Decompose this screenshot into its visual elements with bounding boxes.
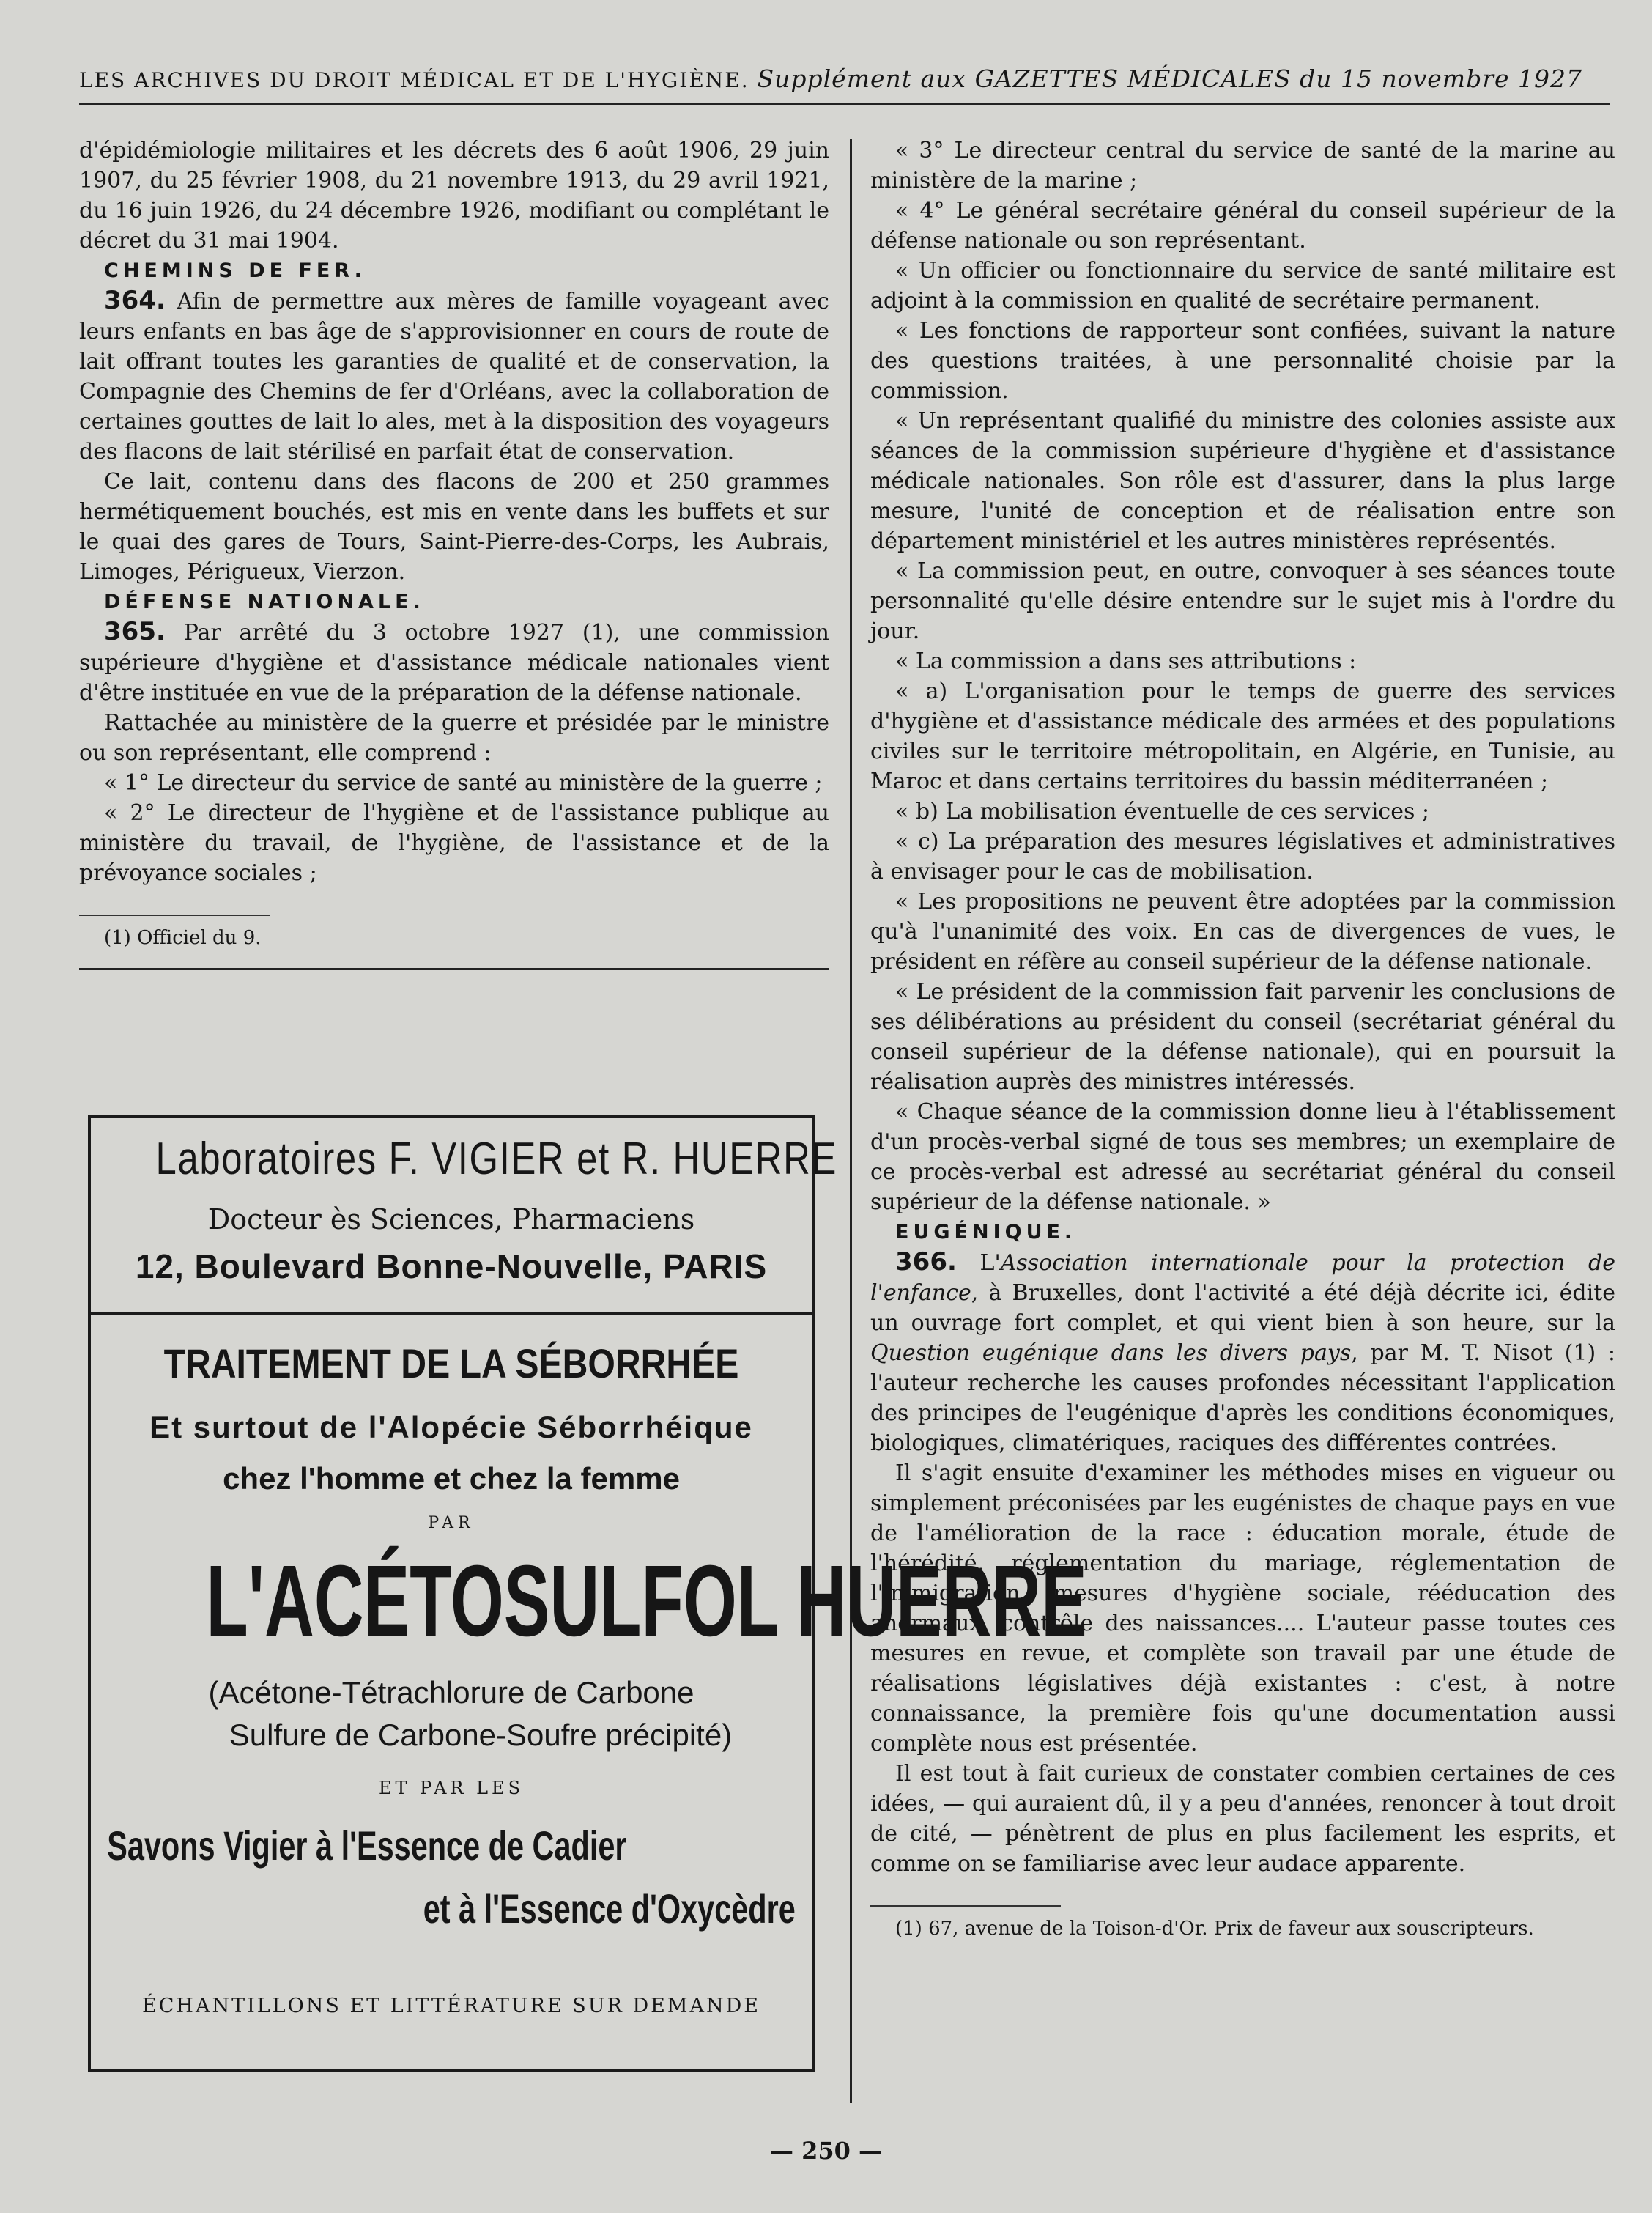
ad-soap-line: et à l'Essence d'Oxycèdre — [423, 1885, 796, 1932]
section-heading: DÉFENSE NATIONALE. — [104, 591, 425, 613]
page-number: — 250 — — [769, 2137, 883, 2165]
article-number: 365. — [104, 617, 166, 646]
italic-title: Association internationale pour la protection de l'enfance — [870, 1250, 1615, 1306]
column-end-rule — [79, 968, 829, 970]
ad-line: chez l'homme et chez la femme — [223, 1461, 680, 1496]
paragraph: « Les fonctions de rapporteur sont confiées, suivant la nature des questions traitées, à une personnalité choisie par la commission. — [870, 318, 1615, 404]
article-text: L' — [979, 1250, 1001, 1276]
article-number: 364. — [104, 286, 166, 315]
ad-subtitle: Docteur ès Sciences, Pharmaciens — [207, 1203, 695, 1235]
article-number: 366. — [895, 1247, 957, 1277]
ad-samples-line: ÉCHANTILLONS ET LITTÉRATURE SUR DEMANDE — [142, 1995, 760, 2017]
ad-laboratory-name: Laboratoires F. VIGIER et R. HUERRE — [155, 1134, 838, 1184]
paragraph: « 2° Le directeur de l'hygiène et de l'assistance publique au ministère du travail, de l'hygiène, de l'assistance et de la prévoyance sociales ; — [79, 800, 829, 886]
paragraph: « Le président de la commission fait parvenir les conclusions de ses délibérations au président du conseil (secrétariat général du conseil supérieur de la défense nationale), qui en poursuit la réalisation auprès des ministres intéressés. — [870, 979, 1615, 1095]
article-366 — [870, 1247, 1615, 1458]
article-text: , à Bruxelles, dont l'activité a été déjà décrite ici, édite un ouvrage fort complet, et qui vient bien à son heure, sur la — [870, 1280, 1615, 1336]
ad-headline: TRAITEMENT DE LA SÉBORRHÉE — [163, 1340, 739, 1386]
paragraph: « Chaque séance de la commission donne lieu à l'établissement d'un procès-verbal signé de tous ses membres; un exemplaire de ce procès-verbal est adressé au secrétariat général du conseil supérieur de la défense nationale. » — [870, 1099, 1615, 1215]
article-text: , par M. T. Nisot (1) : l'auteur recherche les causes profondes nécessitant l'application des principes de l'eugénique d'après les conditions économiques, biologiques, climatériques, raciques des différentes contrées. — [870, 1340, 1615, 1456]
footnote: (1) 67, avenue de la Toison-d'Or. Prix de faveur aux souscripteurs. — [895, 1918, 1534, 1940]
left-column — [79, 136, 829, 970]
paragraph: « 3° Le directeur central du service de santé de la marine au ministère de la marine ; — [870, 138, 1615, 193]
ad-address: 12, Boulevard Bonne-Nouvelle, PARIS — [135, 1247, 768, 1285]
footnote-rule — [870, 1905, 1061, 1907]
footnote-rule — [79, 915, 270, 916]
ad-composition: Sulfure de Carbone-Soufre précipité) — [229, 1718, 733, 1752]
ad-product-name: L'ACÉTOSULFOL HUERRE — [206, 1545, 1087, 1658]
paragraph: « Un officier ou fonctionnaire du service de santé militaire est adjoint à la commission en qualité de secrétaire permanent. — [870, 258, 1615, 314]
paragraph: « La commission a dans ses attributions : — [895, 649, 1357, 674]
article-365 — [79, 617, 829, 708]
paragraph: « 4° Le général secrétaire général du conseil supérieur de la défense nationale ou son représentant. — [870, 198, 1615, 254]
paragraph: Rattachée au ministère de la guerre et présidée par le ministre ou son représentant, elle comprend : — [79, 710, 829, 766]
column-divider — [850, 139, 852, 2103]
paragraph: « a) L'organisation pour le temps de guerre des services d'hygiène et d'assistance médicale des armées et des populations civiles sur le territoire métropolitain, en Algérie, en Tunisie, au Maroc et dans certains territoires du bassin méditerranéen ; — [870, 679, 1615, 794]
article-364 — [79, 286, 829, 467]
paragraph: Ce lait, contenu dans des flacons de 200 et 250 grammes hermétiquement bouchés, est mis en vente dans les buffets et sur le quai des gares de Tours, Saint-Pierre-des-Corps, les Aubrais, Limoges, Périgueux, Vierzon. — [79, 469, 829, 585]
paragraph: « La commission peut, en outre, convoquer à ses séances toute personnalité qu'elle désire entendre sur le sujet mis à l'ordre du jour. — [870, 558, 1615, 644]
paragraph: « Un représentant qualifié du ministre des colonies assiste aux séances de la commission supérieure d'hygiène et d'assistance médicale nationales. Son rôle est d'assurer, dans la plus large mesure, l'unité de conception et de réalisation entre son département ministériel et les autres ministères représentés. — [870, 408, 1615, 554]
article-text: Afin de permettre aux mères de famille voyageant avec leurs enfants en bas âge de s'approvisionner en cours de route de lait offrant toutes les garanties de qualité et de conservation, la Compagnie des Chemins de fer d'Orléans, avec la collaboration de certaines gouttes de lait lo ales, met à la disposition des voyageurs des flacons de lait stérilisé en parfait état de conservation. — [79, 289, 829, 465]
paragraph: « 1° Le directeur du service de santé au ministère de la guerre ; — [104, 770, 823, 796]
header-rule — [79, 103, 1610, 105]
italic-title: Question eugénique dans les divers pays — [870, 1340, 1352, 1366]
ad-et-par-les: ET PAR LES — [378, 1778, 525, 1798]
ad-rule — [91, 1312, 812, 1315]
journal-title: LES ARCHIVES DU DROIT MÉDICAL ET DE L'HYGIÈNE. — [79, 68, 749, 92]
footnote: (1) Officiel du 9. — [104, 927, 262, 949]
ad-line: Et surtout de l'Alopécie Séborrhéique — [149, 1410, 753, 1444]
paragraph: « Les propositions ne peuvent être adoptées par la commission qu'à l'unanimité des voix. En cas de divergences de vues, le président en réfère au conseil supérieur de la défense nationale. — [870, 889, 1615, 975]
article-text: Par arrêté du 3 octobre 1927 (1), une commission supérieure d'hygiène et d'assistance médicale nationales vient d'être instituée en vue de la préparation de la défense nationale. — [79, 620, 829, 706]
supplement-line: Supplément aux GAZETTES MÉDICALES du 15 novembre 1927 — [757, 64, 1582, 93]
paragraph: « c) La préparation des mesures législatives et administratives à envisager pour le cas de mobilisation. — [870, 829, 1615, 884]
section-heading: CHEMINS DE FER. — [104, 259, 366, 282]
ad-composition: (Acétone-Tétrachlorure de Carbone — [208, 1675, 694, 1710]
paragraph: d'épidémiologie militaires et les décrets des 6 août 1906, 29 juin 1907, du 25 février 1908, du 21 novembre 1913, du 29 avril 1921, du 16 juin 1926, du 24 décembre 1926, modifiant ou complétant le décret du 31 mai 1904. — [79, 138, 829, 254]
ad-par: PAR — [428, 1514, 475, 1532]
paragraph: « b) La mobilisation éventuelle de ces services ; — [895, 799, 1430, 824]
ad-soap-line: Savons Vigier à l'Essence de Cadier — [107, 1822, 627, 1869]
running-header — [79, 64, 1610, 93]
paragraph: Il s'agit ensuite d'examiner les méthodes mises en vigueur ou simplement préconisées par les eugénistes de chaque pays en vue de l'amélioration de la race : éducation morale, étude de l'hérédité, réglementation du mariage, réglementation de l'immigration, mesures d'hygiène sociale, rééducation des anormaux, contrôle des naissances.... L'auteur passe toutes ces mesures en revue, et complète son travail par une étude de réalisations législatives déjà existantes : c'est, à notre connaissance, la première fois qu'une documentation aussi complète nous est présentée. — [870, 1460, 1615, 1756]
paragraph: Il est tout à fait curieux de constater combien certaines de ces idées, — qui auraient dû, il y a peu d'années, renoncer à tout droit de cité, — pénètrent de plus en plus facilement les esprits, et comme on se familiarise avec leur audace apparente. — [870, 1761, 1615, 1877]
right-column — [870, 136, 1615, 1944]
section-heading: EUGÉNIQUE. — [895, 1221, 1077, 1244]
